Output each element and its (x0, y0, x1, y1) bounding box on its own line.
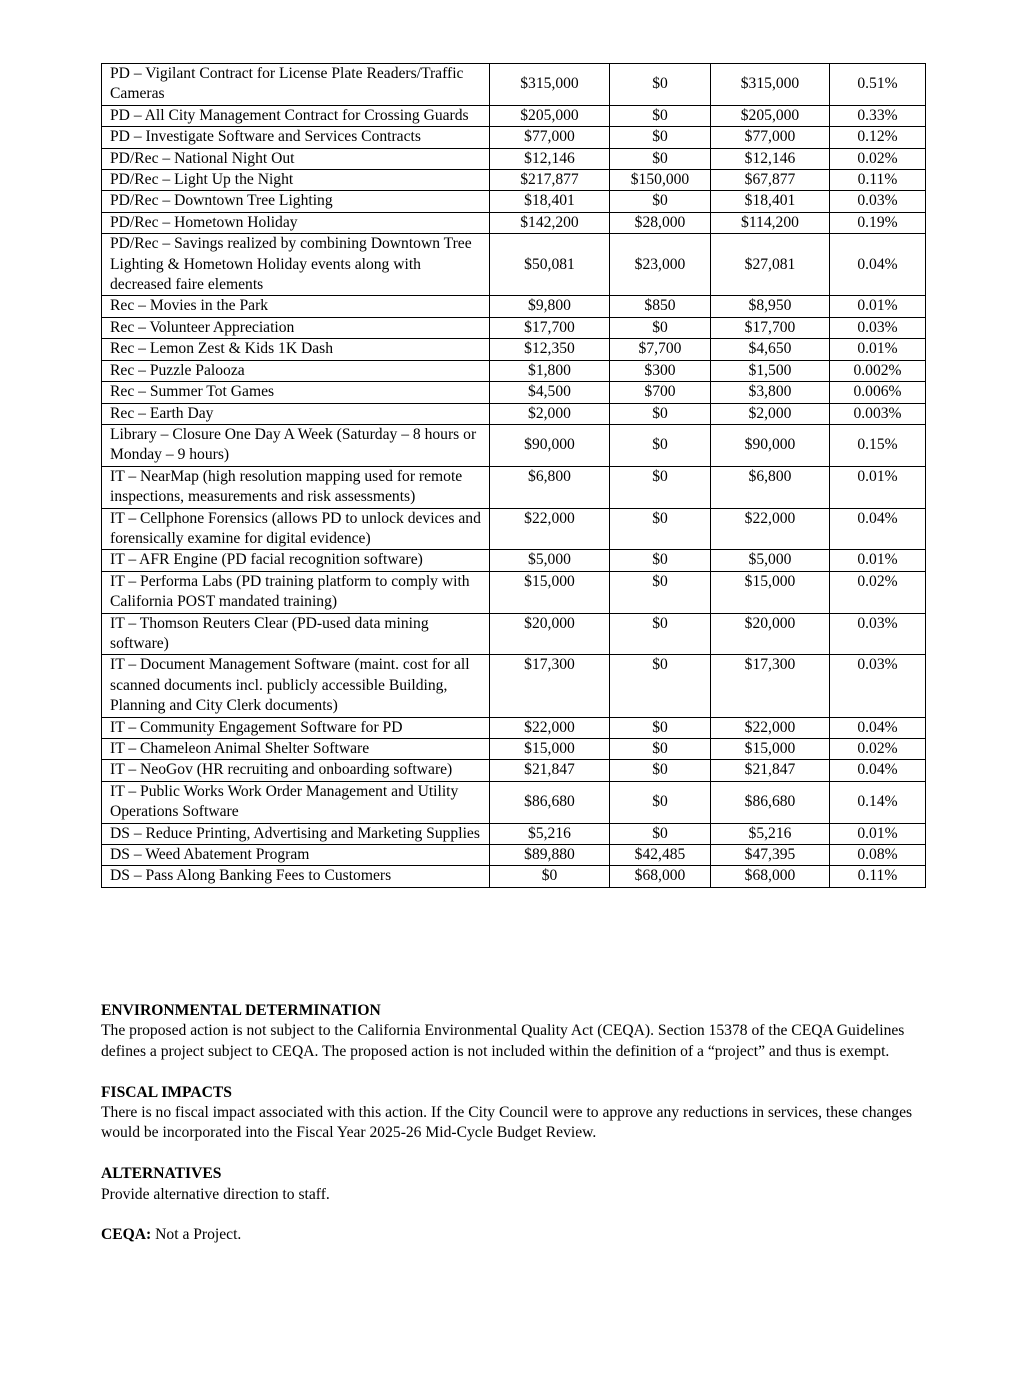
offset-amount-cell: $42,485 (610, 845, 711, 866)
alternatives-section (101, 1164, 931, 1205)
net-savings-cell: $18,401 (711, 191, 830, 212)
total-amount-cell: $12,146 (490, 148, 610, 169)
total-amount-cell: $142,200 (490, 212, 610, 233)
net-savings-cell: $1,500 (711, 360, 830, 381)
total-amount-cell: $20,000 (490, 613, 610, 655)
offset-amount-cell: $0 (610, 823, 711, 844)
percent-of-budget-cell: 0.04% (830, 508, 926, 550)
table-row (102, 105, 926, 126)
table-row (102, 317, 926, 338)
table-row (102, 550, 926, 571)
item-description-cell: IT – NearMap (high resolution mapping used for remote inspections, measurements and risk assessments) (102, 466, 490, 508)
item-description-cell: Rec – Puzzle Palooza (102, 360, 490, 381)
item-description-cell: PD/Rec – Hometown Holiday (102, 212, 490, 233)
total-amount-cell: $77,000 (490, 127, 610, 148)
net-savings-cell: $15,000 (711, 571, 830, 613)
offset-amount-cell: $0 (610, 148, 711, 169)
table-row (102, 760, 926, 781)
table-row (102, 424, 926, 466)
net-savings-cell: $90,000 (711, 424, 830, 466)
table-row (102, 866, 926, 887)
table-row (102, 571, 926, 613)
offset-amount-cell: $0 (610, 655, 711, 717)
percent-of-budget-cell: 0.15% (830, 424, 926, 466)
total-amount-cell: $6,800 (490, 466, 610, 508)
table-row (102, 739, 926, 760)
percent-of-budget-cell: 0.03% (830, 613, 926, 655)
net-savings-cell: $3,800 (711, 382, 830, 403)
item-description-cell: IT – Community Engagement Software for PD (102, 717, 490, 738)
offset-amount-cell: $150,000 (610, 170, 711, 191)
net-savings-cell: $68,000 (711, 866, 830, 887)
item-description-cell: IT – NeoGov (HR recruiting and onboarding software) (102, 760, 490, 781)
percent-of-budget-cell: 0.51% (830, 64, 926, 106)
table-row (102, 296, 926, 317)
net-savings-cell: $17,700 (711, 317, 830, 338)
net-savings-cell: $5,000 (711, 550, 830, 571)
offset-amount-cell: $300 (610, 360, 711, 381)
offset-amount-cell: $0 (610, 739, 711, 760)
offset-amount-cell: $0 (610, 613, 711, 655)
total-amount-cell: $89,880 (490, 845, 610, 866)
net-savings-cell: $22,000 (711, 717, 830, 738)
item-description-cell: IT – Thomson Reuters Clear (PD-used data mining software) (102, 613, 490, 655)
offset-amount-cell: $23,000 (610, 234, 711, 296)
total-amount-cell: $0 (490, 866, 610, 887)
table-row (102, 613, 926, 655)
table-row (102, 148, 926, 169)
item-description-cell: IT – Cellphone Forensics (allows PD to unlock devices and forensically examine for digital evidence) (102, 508, 490, 550)
total-amount-cell: $1,800 (490, 360, 610, 381)
report-sections (101, 1001, 931, 1266)
total-amount-cell: $9,800 (490, 296, 610, 317)
total-amount-cell: $50,081 (490, 234, 610, 296)
net-savings-cell: $17,300 (711, 655, 830, 717)
percent-of-budget-cell: 0.01% (830, 550, 926, 571)
net-savings-cell: $114,200 (711, 212, 830, 233)
offset-amount-cell: $0 (610, 466, 711, 508)
net-savings-cell: $22,000 (711, 508, 830, 550)
table-row (102, 382, 926, 403)
offset-amount-cell: $0 (610, 550, 711, 571)
table-row (102, 403, 926, 424)
fiscal-section (101, 1083, 931, 1144)
table-row (102, 127, 926, 148)
item-description-cell: DS – Reduce Printing, Advertising and Marketing Supplies (102, 823, 490, 844)
table-row (102, 781, 926, 823)
offset-amount-cell: $0 (610, 64, 711, 106)
total-amount-cell: $5,216 (490, 823, 610, 844)
total-amount-cell: $315,000 (490, 64, 610, 106)
percent-of-budget-cell: 0.02% (830, 571, 926, 613)
percent-of-budget-cell: 0.002% (830, 360, 926, 381)
offset-amount-cell: $850 (610, 296, 711, 317)
offset-amount-cell: $7,700 (610, 339, 711, 360)
percent-of-budget-cell: 0.11% (830, 866, 926, 887)
offset-amount-cell: $0 (610, 760, 711, 781)
item-description-cell: PD/Rec – Downtown Tree Lighting (102, 191, 490, 212)
offset-amount-cell: $68,000 (610, 866, 711, 887)
offset-amount-cell: $0 (610, 424, 711, 466)
item-description-cell: IT – Document Management Software (maint. cost for all scanned documents incl. publicly accessible Building, Planning and City Clerk documents) (102, 655, 490, 717)
percent-of-budget-cell: 0.01% (830, 466, 926, 508)
percent-of-budget-cell: 0.11% (830, 170, 926, 191)
table-row (102, 360, 926, 381)
total-amount-cell: $4,500 (490, 382, 610, 403)
percent-of-budget-cell: 0.03% (830, 655, 926, 717)
table-row (102, 466, 926, 508)
item-description-cell: IT – Chameleon Animal Shelter Software (102, 739, 490, 760)
net-savings-cell: $2,000 (711, 403, 830, 424)
percent-of-budget-cell: 0.01% (830, 296, 926, 317)
offset-amount-cell: $0 (610, 781, 711, 823)
item-description-cell: DS – Weed Abatement Program (102, 845, 490, 866)
environmental-text: The proposed action is not subject to the California Environmental Quality Act (CEQA). Section 15378 of the CEQA Guidelines defines a project subject to CEQA. The proposed action is not included within the definition of a “project” and thus is exempt. (101, 1022, 905, 1060)
environmental-section (101, 1001, 931, 1062)
table-row (102, 717, 926, 738)
offset-amount-cell: $0 (610, 127, 711, 148)
percent-of-budget-cell: 0.19% (830, 212, 926, 233)
net-savings-cell: $205,000 (711, 105, 830, 126)
table-body (102, 64, 926, 888)
item-description-cell: Rec – Volunteer Appreciation (102, 317, 490, 338)
percent-of-budget-cell: 0.003% (830, 403, 926, 424)
offset-amount-cell: $700 (610, 382, 711, 403)
item-description-cell: PD – Investigate Software and Services Contracts (102, 127, 490, 148)
fiscal-heading: FISCAL IMPACTS (101, 1083, 232, 1101)
item-description-cell: IT – Performa Labs (PD training platform to comply with California POST mandated training) (102, 571, 490, 613)
item-description-cell: IT – Public Works Work Order Management and Utility Operations Software (102, 781, 490, 823)
percent-of-budget-cell: 0.14% (830, 781, 926, 823)
table-row (102, 191, 926, 212)
percent-of-budget-cell: 0.03% (830, 191, 926, 212)
percent-of-budget-cell: 0.006% (830, 382, 926, 403)
percent-of-budget-cell: 0.08% (830, 845, 926, 866)
percent-of-budget-cell: 0.02% (830, 148, 926, 169)
total-amount-cell: $90,000 (490, 424, 610, 466)
net-savings-cell: $15,000 (711, 739, 830, 760)
offset-amount-cell: $0 (610, 571, 711, 613)
item-description-cell: Rec – Earth Day (102, 403, 490, 424)
offset-amount-cell: $0 (610, 105, 711, 126)
net-savings-cell: $21,847 (711, 760, 830, 781)
item-description-cell: Rec – Movies in the Park (102, 296, 490, 317)
total-amount-cell: $21,847 (490, 760, 610, 781)
total-amount-cell: $5,000 (490, 550, 610, 571)
net-savings-cell: $5,216 (711, 823, 830, 844)
percent-of-budget-cell: 0.01% (830, 339, 926, 360)
total-amount-cell: $205,000 (490, 105, 610, 126)
net-savings-cell: $20,000 (711, 613, 830, 655)
percent-of-budget-cell: 0.03% (830, 317, 926, 338)
offset-amount-cell: $0 (610, 508, 711, 550)
percent-of-budget-cell: 0.01% (830, 823, 926, 844)
item-description-cell: DS – Pass Along Banking Fees to Customers (102, 866, 490, 887)
item-description-cell: PD/Rec – Savings realized by combining Downtown Tree Lighting & Hometown Holiday events along with decreased faire elements (102, 234, 490, 296)
item-description-cell: Rec – Lemon Zest & Kids 1K Dash (102, 339, 490, 360)
total-amount-cell: $18,401 (490, 191, 610, 212)
net-savings-cell: $67,877 (711, 170, 830, 191)
net-savings-cell: $12,146 (711, 148, 830, 169)
item-description-cell: IT – AFR Engine (PD facial recognition software) (102, 550, 490, 571)
percent-of-budget-cell: 0.04% (830, 760, 926, 781)
total-amount-cell: $86,680 (490, 781, 610, 823)
percent-of-budget-cell: 0.02% (830, 739, 926, 760)
table-row (102, 212, 926, 233)
total-amount-cell: $22,000 (490, 508, 610, 550)
net-savings-cell: $315,000 (711, 64, 830, 106)
net-savings-cell: $8,950 (711, 296, 830, 317)
budget-reductions-table (101, 63, 926, 888)
percent-of-budget-cell: 0.04% (830, 717, 926, 738)
net-savings-cell: $6,800 (711, 466, 830, 508)
item-description-cell: Rec – Summer Tot Games (102, 382, 490, 403)
percent-of-budget-cell: 0.12% (830, 127, 926, 148)
table-row (102, 64, 926, 106)
table-row (102, 508, 926, 550)
offset-amount-cell: $0 (610, 317, 711, 338)
net-savings-cell: $47,395 (711, 845, 830, 866)
total-amount-cell: $17,700 (490, 317, 610, 338)
item-description-cell: PD/Rec – Light Up the Night (102, 170, 490, 191)
table-row (102, 170, 926, 191)
table-row (102, 655, 926, 717)
percent-of-budget-cell: 0.33% (830, 105, 926, 126)
total-amount-cell: $22,000 (490, 717, 610, 738)
net-savings-cell: $77,000 (711, 127, 830, 148)
ceqa-label: CEQA: (101, 1226, 152, 1244)
ceqa-value: Not a Project. (151, 1226, 242, 1244)
ceqa-section (101, 1225, 931, 1245)
total-amount-cell: $17,300 (490, 655, 610, 717)
total-amount-cell: $217,877 (490, 170, 610, 191)
table-row (102, 823, 926, 844)
ceqa-line (101, 1225, 931, 1245)
offset-amount-cell: $0 (610, 191, 711, 212)
item-description-cell: PD – Vigilant Contract for License Plate Readers/Traffic Cameras (102, 64, 490, 106)
net-savings-cell: $27,081 (711, 234, 830, 296)
percent-of-budget-cell: 0.04% (830, 234, 926, 296)
total-amount-cell: $15,000 (490, 739, 610, 760)
table-row (102, 339, 926, 360)
environmental-heading: ENVIRONMENTAL DETERMINATION (101, 1002, 381, 1019)
item-description-cell: Library – Closure One Day A Week (Saturday – 8 hours or Monday – 9 hours) (102, 424, 490, 466)
net-savings-cell: $86,680 (711, 781, 830, 823)
fiscal-text: There is no fiscal impact associated with this action. If the City Council were to approve any reductions in services, these changes would be incorporated into the Fiscal Year 2025-26 Mid-Cycle Budget Review. (101, 1104, 913, 1142)
alternatives-heading: ALTERNATIVES (101, 1165, 222, 1183)
item-description-cell: PD – All City Management Contract for Crossing Guards (102, 105, 490, 126)
offset-amount-cell: $0 (610, 403, 711, 424)
table-row (102, 845, 926, 866)
net-savings-cell: $4,650 (711, 339, 830, 360)
table-row (102, 234, 926, 296)
offset-amount-cell: $28,000 (610, 212, 711, 233)
total-amount-cell: $15,000 (490, 571, 610, 613)
total-amount-cell: $12,350 (490, 339, 610, 360)
total-amount-cell: $2,000 (490, 403, 610, 424)
alternatives-text: Provide alternative direction to staff. (101, 1185, 330, 1203)
item-description-cell: PD/Rec – National Night Out (102, 148, 490, 169)
offset-amount-cell: $0 (610, 717, 711, 738)
